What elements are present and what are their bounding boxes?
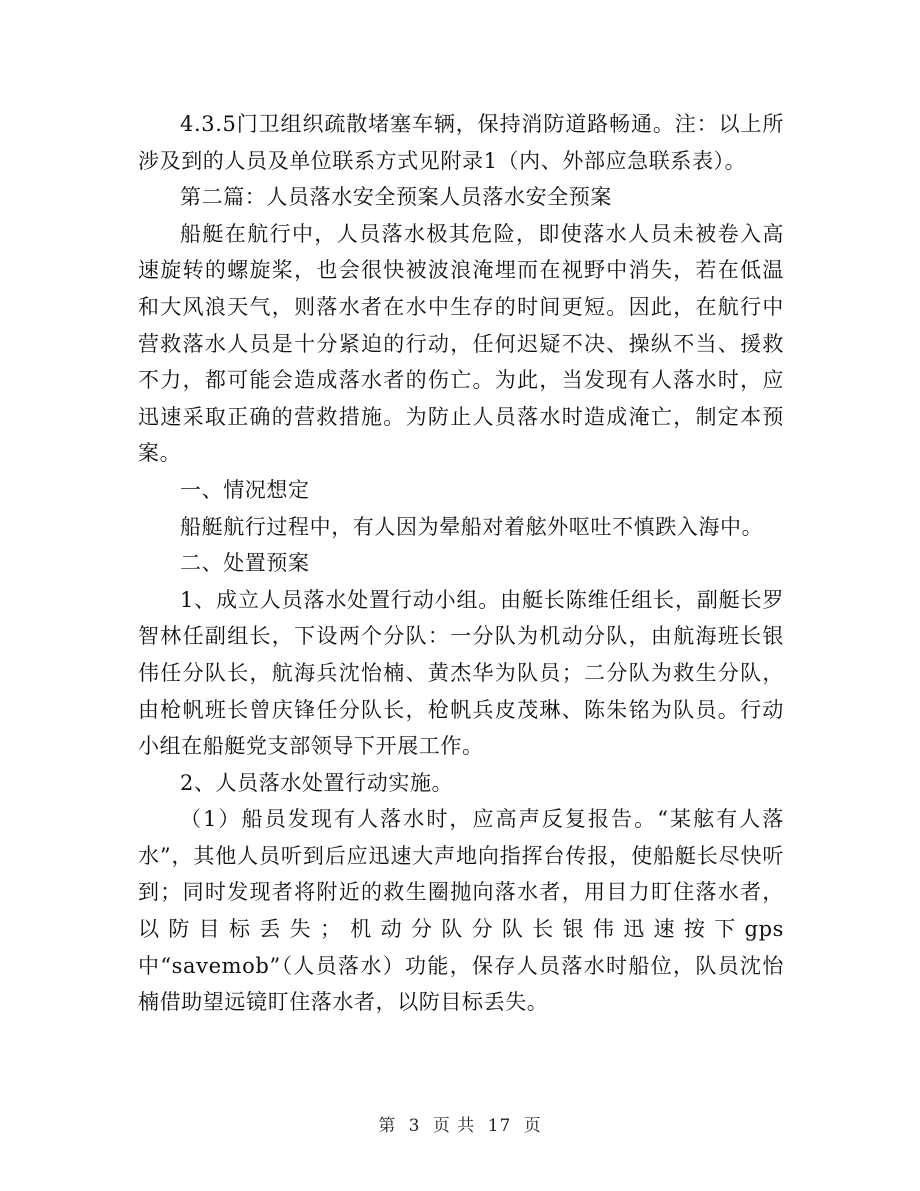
paragraph-section-title: 第二篇：人员落水安全预案人员落水安全预案 xyxy=(180,185,612,210)
footer-middle: 页 共 xyxy=(432,1116,476,1136)
footer-suffix: 页 xyxy=(523,1116,542,1136)
paragraph-action-title: 2、人员落水处置行动实施。 xyxy=(180,770,454,795)
paragraph-action-step-1: （1）船员发现有人落水时，应高声反复报告。“某舷有人落水”，其他人员听到后应迅速大声地向指挥台传报，使船艇长尽快听到；同时发现者将附近的救生圈抛向落水者，用目力盯住落水者，以防目标丢失；机动分队分队长银伟迅速按下gps中“savemob”（人员落水）功能，保存人员落水时船位，队员沈怡楠借助望远镜盯住落水者，以防目标丢失。 xyxy=(138,807,784,1015)
paragraph-gate-evacuation: 4.3.5门卫组织疏散堵塞车辆，保持消防道路畅通。注：以上所涉及到的人员及单位联系方式见附录1（内、外部应急联系表）。 xyxy=(138,112,784,173)
footer-prefix: 第 xyxy=(378,1116,397,1136)
heading-plan: 二、处置预案 xyxy=(180,551,310,576)
footer-total-pages: 17 xyxy=(487,1116,512,1136)
document-body xyxy=(138,106,784,1021)
page-footer xyxy=(0,1111,920,1136)
paragraph-situation: 船艇航行过程中，有人因为晕船对着舷外呕吐不慎跌入海中。 xyxy=(180,514,764,539)
heading-situation: 一、情况想定 xyxy=(180,477,310,502)
paragraph-team: 1、成立人员落水处置行动小组。由艇长陈维任组长，副艇长罗智林任副组长，下设两个分队：一分队为机动分队，由航海班长银伟任分队长，航海兵沈怡楠、黄杰华为队员；二分队为救生分队，由枪帆班长曾庆锋任分队长，枪帆兵皮茂琳、陈朱铭为队员。行动小组在船艇党支部领导下开展工作。 xyxy=(138,587,784,759)
paragraph-intro: 船艇在航行中，人员落水极其危险，即使落水人员未被卷入高速旋转的螺旋桨，也会很快被波浪淹埋而在视野中消失，若在低温和大风浪天气，则落水者在水中生存的时间更短。因此，在航行中营救落水人员是十分紧迫的行动，任何迟疑不决、操纵不当、援救不力，都可能会造成落水者的伤亡。为此，当发现有人落水时，应迅速采取正确的营救措施。为防止人员落水时造成淹亡，制定本预案。 xyxy=(138,221,784,466)
footer-current-page: 3 xyxy=(408,1116,421,1136)
